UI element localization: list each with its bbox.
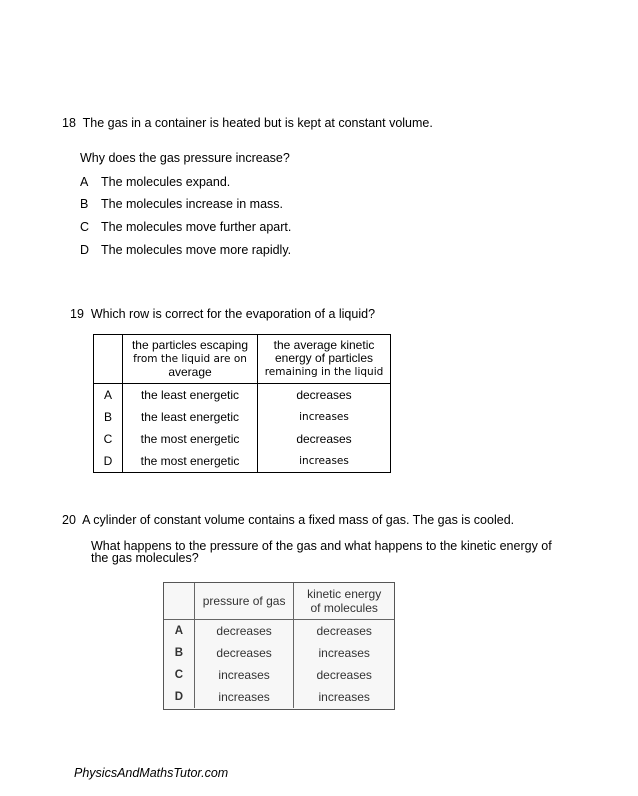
- pressure-cell: decreases: [194, 620, 294, 643]
- q18-heading: [62, 116, 433, 130]
- row-letter: D: [164, 686, 194, 708]
- option-text: The molecules move further apart.: [101, 220, 292, 234]
- row-letter: C: [164, 664, 194, 686]
- q20-header-kinetic-energy: [294, 583, 394, 620]
- q19-row-c: [94, 428, 391, 450]
- q19-number: 19: [70, 307, 84, 321]
- energy-cell: increases: [318, 690, 370, 704]
- row-letter: B: [164, 642, 194, 664]
- q19-row-a: [94, 384, 391, 407]
- option-letter: D: [80, 243, 90, 257]
- q18-number: 18: [62, 116, 76, 130]
- q20-stem: What happens to the pressure of the gas and what happens to the kinetic energy of the gas molecules?: [91, 539, 552, 565]
- header-line: energy of particles: [274, 351, 374, 365]
- q18-option-d: [80, 243, 291, 257]
- q20-heading: [62, 513, 514, 527]
- pressure-cell: decreases: [194, 642, 294, 664]
- q20-row-c: [164, 664, 394, 686]
- particles-cell: the least energetic: [123, 406, 258, 428]
- header-line: remaining in the liquid: [264, 366, 384, 378]
- row-letter: A: [94, 384, 123, 407]
- energy-cell: decreases: [258, 428, 391, 450]
- q18-option-b: [80, 197, 283, 211]
- q20-header-row: [164, 583, 394, 620]
- energy-cell: increases: [258, 406, 391, 428]
- pressure-cell: increases: [194, 686, 294, 708]
- option-letter: C: [80, 220, 90, 234]
- header-line: of molecules: [310, 601, 378, 615]
- energy-cell: decreases: [258, 384, 391, 407]
- q18-option-a: [80, 175, 230, 189]
- q20-table-image: [163, 582, 395, 710]
- header-line: the particles escaping: [131, 338, 249, 352]
- option-letter: B: [80, 197, 89, 211]
- particles-cell: the most energetic: [123, 428, 258, 450]
- row-letter: C: [94, 428, 123, 450]
- q18-option-c: [80, 220, 291, 234]
- q20-header-pressure: pressure of gas: [194, 583, 294, 620]
- particles-cell: the least energetic: [123, 384, 258, 407]
- q20-number: 20: [62, 513, 76, 527]
- q20-text: A cylinder of constant volume contains a fixed mass of gas. The gas is cooled.: [82, 513, 515, 527]
- q20-row-d: [164, 686, 394, 708]
- option-text: The molecules increase in mass.: [101, 197, 284, 211]
- q19-header-empty: [94, 335, 123, 384]
- option-text: The molecules expand.: [101, 175, 231, 189]
- q19-header-average-kinetic-energy: [258, 335, 391, 384]
- pressure-cell: increases: [194, 664, 294, 686]
- row-letter: D: [94, 450, 123, 473]
- q19-header-row: [94, 335, 391, 384]
- q19-table: [93, 334, 391, 473]
- header-line: kinetic energy: [307, 587, 382, 601]
- q20-row-b: [164, 642, 394, 664]
- option-text: The molecules move more rapidly.: [101, 243, 292, 257]
- row-letter: B: [94, 406, 123, 428]
- header-line: average: [168, 365, 212, 379]
- header-line: the average kinetic: [273, 338, 375, 352]
- energy-cell: decreases: [316, 624, 372, 638]
- particles-cell: the most energetic: [123, 450, 258, 473]
- q19-heading: [70, 307, 375, 321]
- energy-cell: increases: [318, 646, 370, 660]
- q18-text: The gas in a container is heated but is kept at constant volume.: [82, 116, 433, 130]
- header-line: from the liquid are on: [133, 353, 247, 365]
- q18-stem: Why does the gas pressure increase?: [80, 151, 290, 165]
- q20-table: [164, 583, 394, 708]
- q20-header-empty: [164, 583, 194, 620]
- energy-cell: decreases: [316, 668, 372, 682]
- q19-row-b: [94, 406, 391, 428]
- row-letter: A: [164, 620, 194, 643]
- energy-cell: increases: [258, 450, 391, 473]
- q19-text: Which row is correct for the evaporation of a liquid?: [90, 307, 376, 321]
- q20-row-a: [164, 620, 394, 643]
- q19-row-d: [94, 450, 391, 473]
- option-letter: A: [80, 175, 89, 189]
- q19-header-particles-escaping: [123, 335, 258, 384]
- footer-watermark: PhysicsAndMathsTutor.com: [74, 766, 229, 780]
